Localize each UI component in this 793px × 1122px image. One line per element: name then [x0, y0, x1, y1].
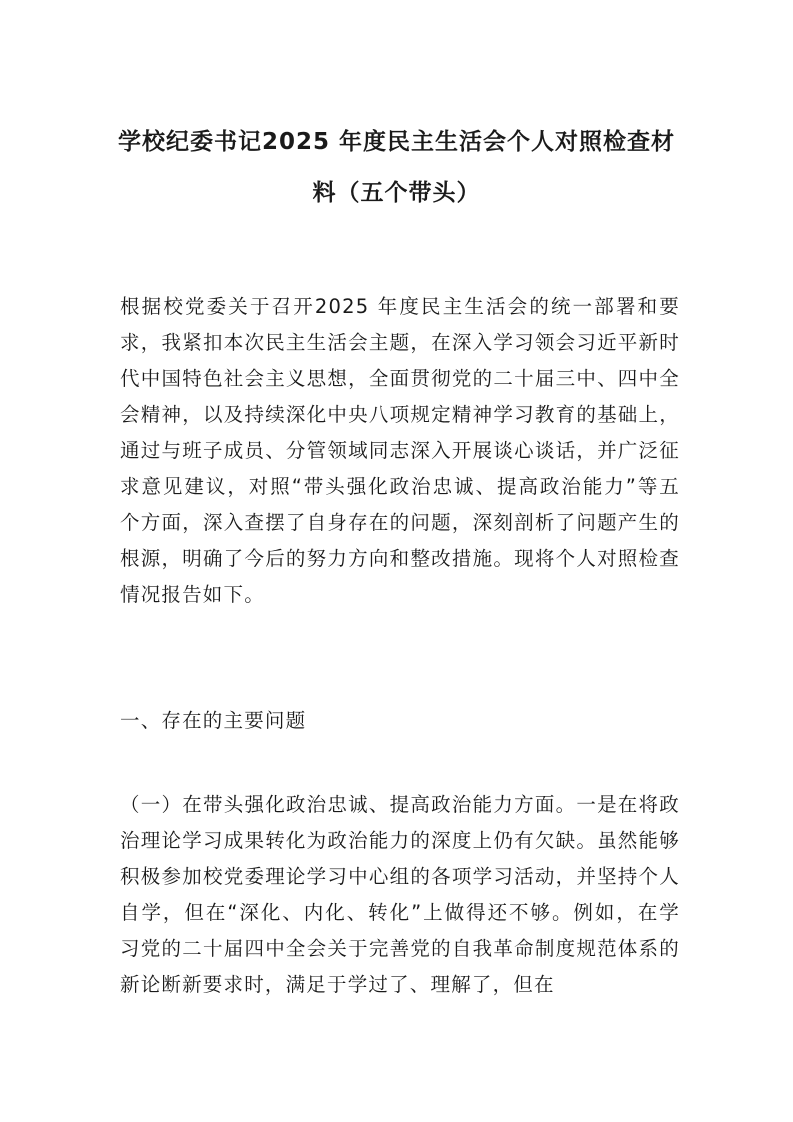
document-title-line-1: 学校纪委书记2025 年度民主生活会个人对照检查材 [117, 129, 676, 155]
section-heading-problems: 一、存在的主要问题 [120, 709, 307, 732]
intro-paragraph: 根据校党委关于召开2025 年度民主生活会的统一部署和要求，我紧扣本次民主生活会主题，在深入学习领会习近平新时代中国特色社会主义思想，全面贯彻党的二十届三中、四中全会精神，以及持续深化中央八项规定精神学习教育的基础上，通过与班子成员、分管领域同志深入开展谈心谈话，并广泛征求意见建议，对照“带头强化政治忠诚、提高政治能力”等五个方面，深入查摆了自身存在的问题，深刻剖析了问题产生的根源，明确了今后的努力方向和整改措施。现将个人对照检查情况报告如下。 [120, 295, 680, 606]
section-paragraph-political-loyalty: （一）在带头强化政治忠诚、提高政治能力方面。一是在将政治理论学习成果转化为政治能力的深度上仍有欠缺。虽然能够积极参加校党委理论学习中心组的各项学习活动，并坚持个人自学，但在“深化、内化、转化”上做得还不够。例如，在学习党的二十届四中全会关于完善党的自我革命制度规范体系的新论断新要求时，满足于学过了、理解了，但在 [120, 793, 680, 996]
document-title-line-2: 料（五个带头） [312, 180, 481, 206]
